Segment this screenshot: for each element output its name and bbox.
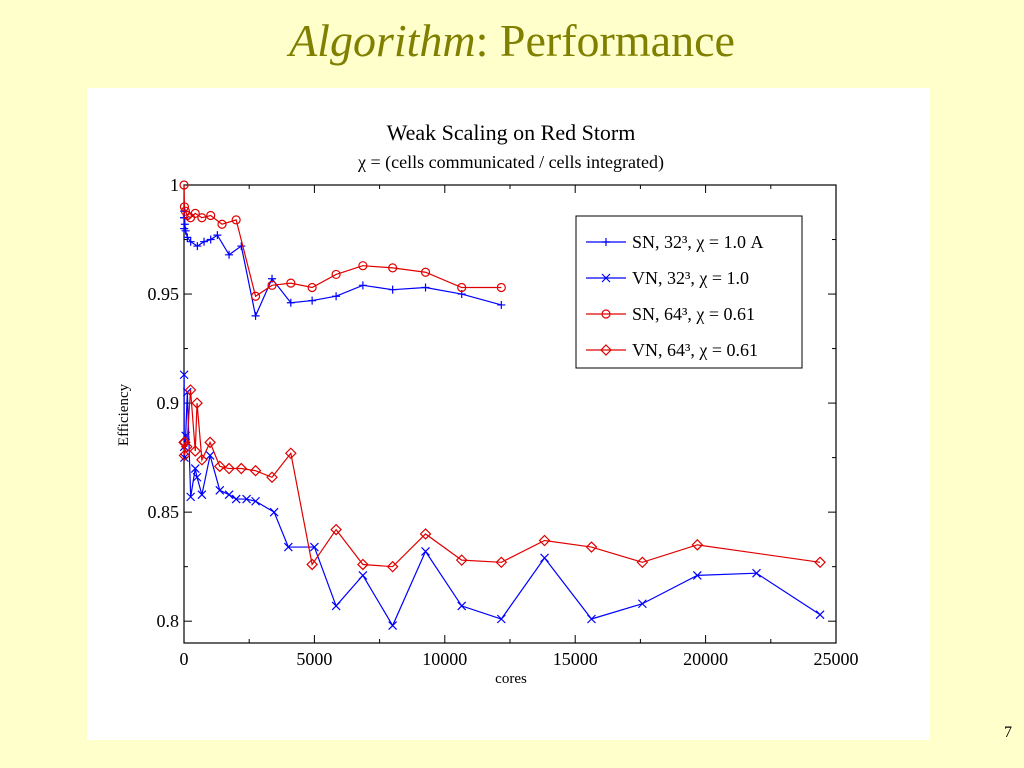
data-point	[180, 225, 188, 233]
data-point	[359, 571, 367, 579]
data-point	[422, 547, 430, 555]
data-point	[541, 554, 549, 562]
data-point	[252, 497, 260, 505]
data-point	[359, 281, 367, 289]
page-number: 7	[1004, 724, 1012, 741]
legend	[576, 216, 802, 368]
data-point	[182, 227, 190, 235]
chart-subtitle: χ = (cells communicated / cells integrated)	[357, 152, 665, 172]
series-0	[180, 207, 505, 320]
slide-title	[0, 14, 1024, 67]
y-tick-label: 0.95	[147, 284, 179, 305]
series-line	[184, 375, 820, 626]
data-point	[588, 615, 596, 623]
slide-title-rest: : Performance	[475, 15, 735, 66]
chart-title: Weak Scaling on Red Storm	[386, 120, 636, 145]
x-tick-label: 10000	[422, 649, 468, 669]
data-point	[816, 611, 824, 619]
y-tick-label: 0.9	[156, 393, 179, 414]
legend-label: SN, 64³, χ = 0.61	[632, 304, 756, 324]
y-tick-label: 0.85	[147, 502, 179, 523]
series-line	[184, 390, 820, 567]
legend-label: SN, 32³, χ = 1.0 A	[632, 232, 764, 252]
data-point	[458, 602, 466, 610]
data-point	[216, 486, 224, 494]
x-tick-label: 0	[179, 649, 189, 669]
data-point	[389, 622, 397, 630]
series-2	[180, 181, 505, 300]
legend-label: VN, 64³, χ = 0.61	[632, 340, 759, 360]
series-1	[180, 371, 824, 630]
y-tick-label: 1	[170, 175, 179, 195]
data-point	[252, 312, 260, 320]
data-point	[200, 238, 208, 246]
x-tick-label: 25000	[813, 649, 859, 669]
data-point	[332, 602, 340, 610]
data-point	[270, 508, 278, 516]
series-line	[184, 211, 501, 316]
y-tick-label: 0.8	[156, 611, 179, 632]
data-point	[181, 220, 189, 228]
legend-label: VN, 32³, χ = 1.0	[632, 268, 750, 288]
data-point	[422, 284, 430, 292]
x-tick-label: 20000	[683, 649, 729, 669]
data-point	[213, 231, 221, 239]
plot-panel	[87, 88, 930, 740]
series-3	[179, 385, 825, 572]
data-point	[225, 251, 233, 259]
data-point	[497, 301, 505, 309]
efficiency-chart	[87, 88, 930, 740]
series-line	[184, 185, 501, 296]
data-point	[638, 600, 646, 608]
data-point	[332, 292, 340, 300]
slide-title-italic: Algorithm	[289, 15, 476, 66]
data-point	[308, 297, 316, 305]
x-tick-label: 15000	[552, 649, 598, 669]
data-point	[207, 236, 215, 244]
data-point	[193, 242, 201, 250]
data-point	[389, 286, 397, 294]
x-tick-label: 5000	[296, 649, 333, 669]
y-axis-label: Efficiency	[116, 383, 132, 447]
x-axis-label: cores	[495, 671, 527, 687]
data-point	[497, 615, 505, 623]
data-point	[225, 491, 233, 499]
